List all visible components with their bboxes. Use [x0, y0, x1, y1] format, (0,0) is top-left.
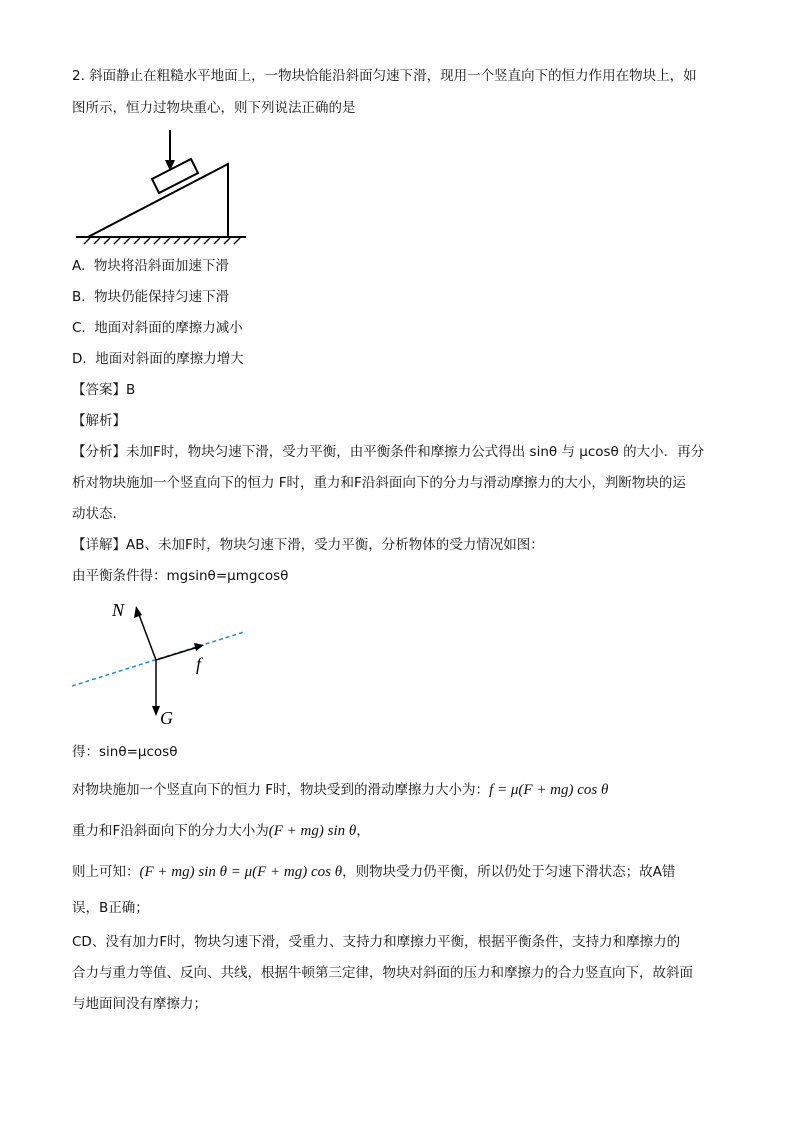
fenxi-line-2: 析对物块施加一个竖直向下的恒力 F时，重力和F沿斜面向下的分力与滑动摩擦力的大小，判断物块的运 — [72, 475, 686, 491]
friction-force-arrowhead — [194, 643, 204, 651]
analysis-heading: 【解析】 — [72, 413, 126, 429]
detail-line-10: 与地面间没有摩擦力； — [72, 996, 207, 1012]
option-a: A. 物块将沿斜面加速下滑 — [72, 258, 229, 274]
detail-line-4: 对物块施加一个竖直向下的恒力 F时，物块受到的滑动摩擦力大小为：f = μ(F + mg) cos θ — [72, 782, 609, 798]
option-d: D. 地面对斜面的摩擦力增大 — [72, 351, 244, 367]
option-c: C. 地面对斜面的摩擦力减小 — [72, 320, 243, 336]
gravity-force-label: G — [160, 708, 173, 728]
incline-figure — [70, 124, 250, 244]
detail-line-9: 合力与重力等值、反向、共线，根据牛顿第三定律，物块对斜面的压力和摩擦力的合力竖直向下，故斜面 — [72, 965, 693, 981]
detail-line-8: CD、没有加力F时，物块匀速下滑，受重力、支持力和摩擦力平衡，根据平衡条件，支持力和摩擦力的 — [72, 934, 681, 950]
detail-line-1: 【详解】AB、未加F时，物块匀速下滑，受力平衡，分析物体的受力情况如图： — [72, 537, 544, 553]
ground-hatching — [84, 238, 240, 244]
friction-formula: f = μ(F + mg) cos θ — [489, 782, 609, 798]
normal-force-arrowhead — [134, 606, 142, 618]
question-line-2: 图所示，恒力过物块重心，则下列说法正确的是 — [72, 100, 356, 116]
normal-force-arrow — [138, 612, 156, 660]
friction-force-label: f — [196, 654, 202, 674]
detail-line-2: 由平衡条件得：mgsinθ=μmgcosθ — [72, 568, 289, 584]
detail-line-3: 得：sinθ=μcosθ — [72, 744, 178, 760]
detail-line-5: 重力和F沿斜面向下的分力大小为(F + mg) sin θ， — [72, 823, 370, 839]
balance-equation: (F + mg) sin θ = μ(F + mg) cos θ — [139, 864, 343, 880]
detail-line-7: 误，B正确； — [72, 900, 149, 916]
force-diagram — [72, 598, 247, 728]
friction-force-arrow — [156, 647, 198, 660]
answer-line: 【答案】B — [72, 382, 136, 398]
gravity-force-arrowhead — [152, 706, 160, 716]
normal-force-label: N — [112, 600, 125, 620]
fenxi-line-1: 【分析】未加F时，物块匀速下滑，受力平衡，由平衡条件和摩擦力公式得出 sinθ 与 μcosθ 的大小．再分 — [72, 444, 705, 460]
fenxi-line-3: 动状态． — [72, 506, 126, 522]
block — [152, 159, 198, 193]
option-b: B. 物块仍能保持匀速下滑 — [72, 289, 230, 305]
downslope-component-formula: (F + mg) sin θ — [268, 823, 357, 839]
question-line-1: 2. 斜面静止在粗糙水平地面上，一物块恰能沿斜面匀速下滑，现用一个竖直向下的恒力作用在物块上，如 — [72, 68, 697, 84]
detail-line-6: 则上可知：(F + mg) sin θ = μ(F + mg) cos θ，则物块受力仍平衡，所以仍处于匀速下滑状态；故A错 — [72, 864, 676, 880]
